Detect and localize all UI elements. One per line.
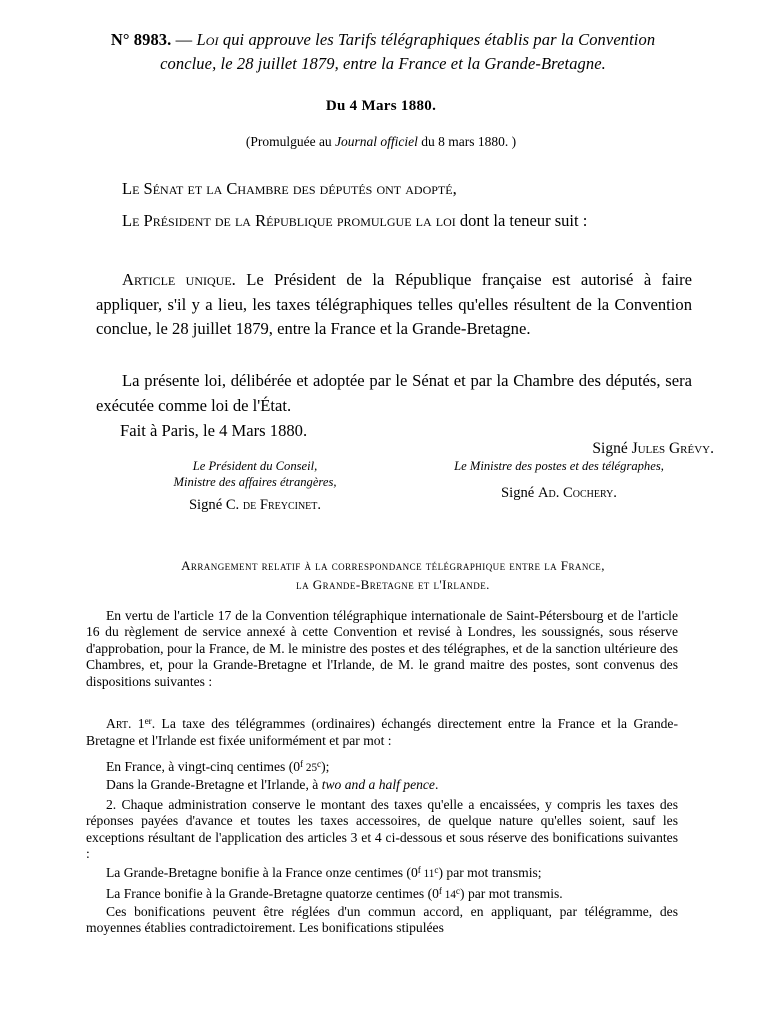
presente-loi-paragraph: La présente loi, délibérée et adoptée par le Sénat et par la Chambre des députés, sera exécutée comme loi de l'État.: [96, 371, 692, 415]
centime-symbol: c: [434, 865, 439, 875]
role-president-conseil: [120, 458, 390, 490]
title-text: qui approuve les Tarifs télégraphiques établis par la Convention conclue, le 28 juillet 1879, entre la France et la Grande-Bretagne.: [160, 30, 656, 73]
article-1-ordinal: er: [144, 716, 152, 726]
signature-cochery: [418, 485, 700, 502]
fait-a-paris-line: Fait à Paris, le 4 Mars 1880.: [120, 421, 308, 440]
arrangement-article-2: 2. Chaque administration conserve le montant des taxes qu'elle a encaissées, y compris les taxes des réponses payées d'avance et toutes les taxes accessoires, de quelque nature qu'elles soient, sauf les exceptions résultant de l'application des articles 3 et 4 ci-dessous et sous réserve des bonifications suivantes :: [86, 797, 678, 862]
arrangement-heading-line-2: la Grande-Bretagne et l'Irlande.: [296, 577, 490, 592]
signed-prefix-right: Signé: [501, 485, 538, 501]
rate-line-france: [86, 756, 678, 777]
bonification-line-france: [86, 883, 678, 904]
bonification-closing-paragraph: Ces bonifications peuvent être réglées d'un commun accord, en appliquant, par télégramme, des moyennes établies contradictoirement. Les bonifications stipulées: [86, 904, 678, 936]
role-line-1: Le Président du Conseil,: [192, 459, 318, 473]
bonification-line-gb: [86, 862, 678, 883]
article-unique-text: Le Président de la République française est autorisé à faire appliquer, s'il y a lieu, les taxes télégraphiques telles qu'elles résultent de la Convention conclue, le 28 juillet 1879, entre la France et la Grande-Bretagne.: [96, 270, 693, 339]
rate-gb-end: .: [434, 776, 439, 792]
signature-column-left: [120, 458, 390, 514]
signer-name-freycinet: de Freycinet.: [242, 497, 322, 513]
journal-officiel-title: Journal officiel: [335, 134, 418, 149]
role-line-2: Ministre des affaires étrangères,: [173, 475, 337, 489]
franc-symbol: f: [417, 865, 421, 875]
rate-line-great-britain: [86, 777, 678, 793]
arrangement-article-1: [86, 713, 678, 749]
bonif-fr-amount: 14: [441, 888, 456, 901]
bonif-fr-text: La France bonifie à la Grande-Bretagne quatorze centimes (0: [106, 885, 439, 901]
bonif-gb-amount: 11: [420, 868, 435, 881]
senate-clause: [96, 176, 692, 201]
centime-symbol: c: [455, 885, 461, 896]
president-clause-smallcaps: Le Président de la République promulgue la loi: [122, 211, 456, 230]
article-unique-paragraph: [96, 268, 692, 342]
article-unique-label: Article unique.: [122, 270, 236, 289]
promulgation-prefix: (Promulguée au: [245, 134, 336, 149]
rate-gb-pence: two and a half pence: [321, 776, 435, 792]
bonification-list: [86, 862, 678, 903]
title-lead-word: Loi: [196, 30, 219, 49]
article-1-label: Art. 1: [106, 716, 145, 732]
promulgation-note: [0, 134, 762, 150]
rate-list: [86, 756, 678, 793]
law-number: N° 8983.: [110, 30, 172, 49]
signer-name-grevy: Jules Grévy.: [631, 440, 714, 457]
role-line-1: Le Ministre des postes et des télégraphes,: [454, 459, 664, 473]
signature-freycinet: [120, 497, 390, 514]
president-signature: [0, 440, 714, 458]
bonif-fr-end: ) par mot transmis.: [460, 885, 563, 901]
arrangement-heading-line-1: Arrangement relatif à la correspondance télégraphique entre la France,: [181, 558, 605, 573]
signer-name-cochery: Ad. Cochery.: [537, 485, 617, 501]
promulgation-suffix: du 8 mars 1880. ): [417, 134, 517, 149]
article-1-label-dot: .: [151, 716, 156, 732]
bonif-gb-text: La Grande-Bretagne bonifie à la France onze centimes (0: [106, 865, 418, 881]
franc-symbol: f: [300, 759, 304, 769]
rate-france-text: En France, à vingt-cinq centimes (0: [106, 759, 301, 775]
senate-clause-text: Le Sénat et la Chambre des députés ont adopté,: [122, 179, 457, 198]
page-title: [88, 28, 678, 76]
role-ministre-postes: [418, 458, 700, 474]
article-1-text: La taxe des télégrammes (ordinaires) échangés directement entre la France et la Grande-Bretagne et l'Irlande est fixée uniformément et par mot :: [86, 716, 678, 748]
rate-france-end: );: [321, 759, 330, 775]
bonif-gb-end: ) par mot transmis;: [438, 865, 542, 881]
president-clause-rest: dont la teneur suit :: [455, 211, 588, 230]
centime-symbol: c: [317, 759, 322, 769]
arrangement-heading: [96, 556, 690, 594]
president-clause: [96, 208, 692, 233]
signed-prefix-left: Signé C.: [188, 497, 243, 513]
franc-symbol: f: [438, 885, 442, 896]
law-date: Du 4 Mars 1880.: [325, 98, 437, 114]
signed-prefix: Signé: [592, 440, 632, 457]
signature-column-right: [418, 458, 700, 502]
rate-gb-text: Dans la Grande-Bretagne et l'Irlande, à: [106, 776, 322, 792]
title-dash: —: [175, 30, 193, 49]
rate-france-amount: 25: [303, 762, 318, 775]
arrangement-preamble: En vertu de l'article 17 de la Convention télégraphique internationale de Saint-Pétersbourg et de l'article 16 du règlement de service annexé à cette Convention et revisé à Londres, les soussignés, sous réserve d'approbation, pour la France, de M. le ministre des postes et des télégraphes, et de la sanction ultérieure des Chambres, et, pour la Grande-Bretagne et l'Irlande, de M. le grand maitre des postes, sont convenus des dispositions suivantes :: [86, 608, 678, 689]
